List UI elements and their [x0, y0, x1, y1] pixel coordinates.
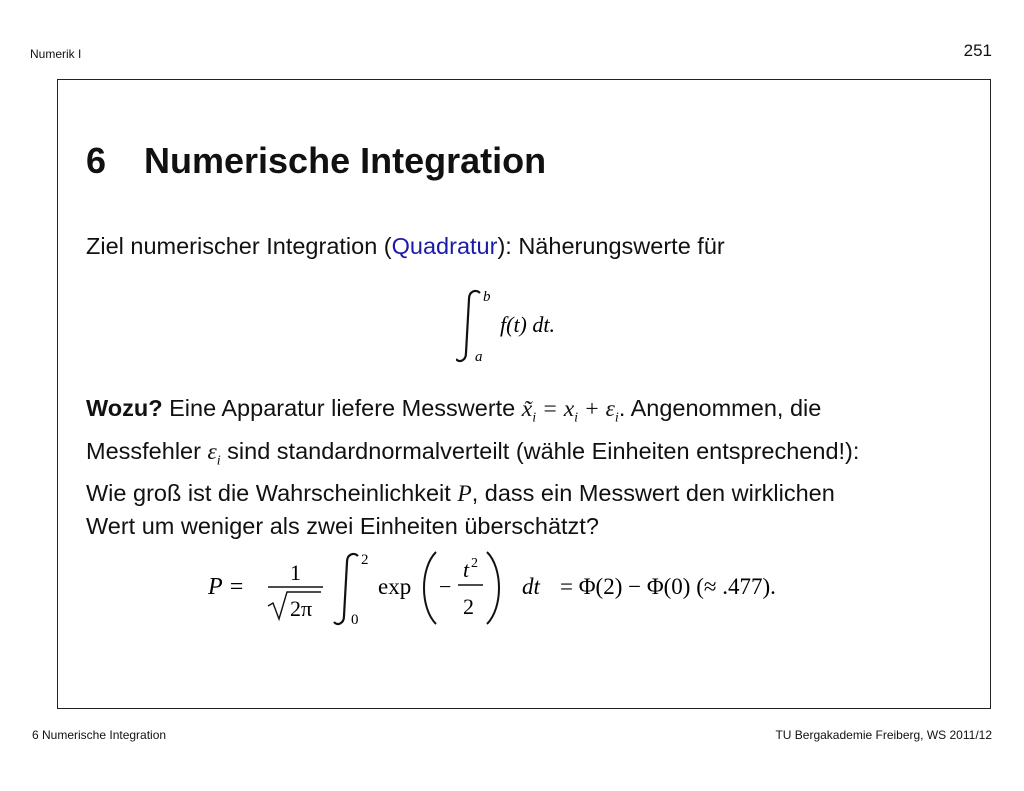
footer-section: 6 Numerische Integration: [32, 728, 167, 742]
formula-rhs: = Φ(2) − Φ(0) (≈ .477).: [560, 574, 776, 599]
wozu-label: Wozu?: [86, 395, 163, 421]
measurement-equation: $x̃_i = x_i + \varepsilon_i$: [521, 396, 619, 426]
integral-formula: [456, 285, 636, 365]
line2-text-b: sind standardnormalverteilt (wähle Einheiten entsprechend!):: [220, 437, 860, 464]
footer-institution: TU Bergakademie Freiberg, WS 2011/12: [775, 728, 992, 742]
line1-text-a: Eine Apparatur liefere Messwerte: [162, 395, 522, 421]
line3-text-a: Wie groß ist die Wahrscheinlichkeit: [86, 480, 458, 507]
upper-limit: b: [483, 289, 491, 305]
section-heading: [86, 140, 546, 182]
exponent: 2: [471, 556, 478, 571]
probability-formula: [208, 548, 858, 628]
intro-text-after: ): Näherungswerte für: [497, 233, 725, 259]
paragraph-line-2: [86, 435, 859, 478]
paragraph-line-1: [86, 392, 859, 435]
quadratur-link[interactable]: Quadratur: [391, 233, 498, 259]
exp-function: exp: [378, 574, 412, 599]
integrand: f(t) dt.: [500, 312, 555, 337]
epsilon-symbol: $\varepsilon_i$: [207, 438, 221, 469]
lower-limit: a: [475, 349, 483, 365]
fraction-numerator: 1: [290, 560, 301, 585]
t-variable: t: [463, 557, 470, 582]
line1-text-b: . Angenommen, die: [618, 395, 822, 421]
lower-limit: 0: [351, 612, 359, 628]
upper-limit: 2: [361, 552, 369, 568]
fraction-denominator: 2π: [290, 596, 313, 621]
left-paren: [424, 552, 436, 624]
section-number: 6: [86, 140, 107, 181]
paragraph-line-4: Wert um weniger als zwei Einheiten überschätzt?: [86, 513, 599, 540]
p-symbol: P: [457, 481, 472, 508]
section-title: Numerische Integration: [144, 140, 547, 181]
intro-sentence: [86, 230, 725, 262]
course-title: Numerik I: [30, 47, 82, 61]
minus-sign: −: [439, 574, 452, 599]
fraction-denominator: 2: [463, 594, 474, 619]
paragraph-line-3: [86, 477, 859, 510]
line2-text-a: Messfehler: [86, 437, 208, 464]
intro-text-before: Ziel numerischer Integration (: [86, 233, 392, 259]
slide-frame: [57, 79, 991, 709]
dt: dt: [522, 574, 540, 599]
page-number: 251: [963, 41, 992, 60]
right-paren: [487, 552, 499, 624]
motivation-paragraph: [86, 392, 859, 542]
line3-text-b: , dass ein Messwert den wirklichen: [471, 480, 835, 507]
formula-lhs: P =: [208, 574, 245, 600]
